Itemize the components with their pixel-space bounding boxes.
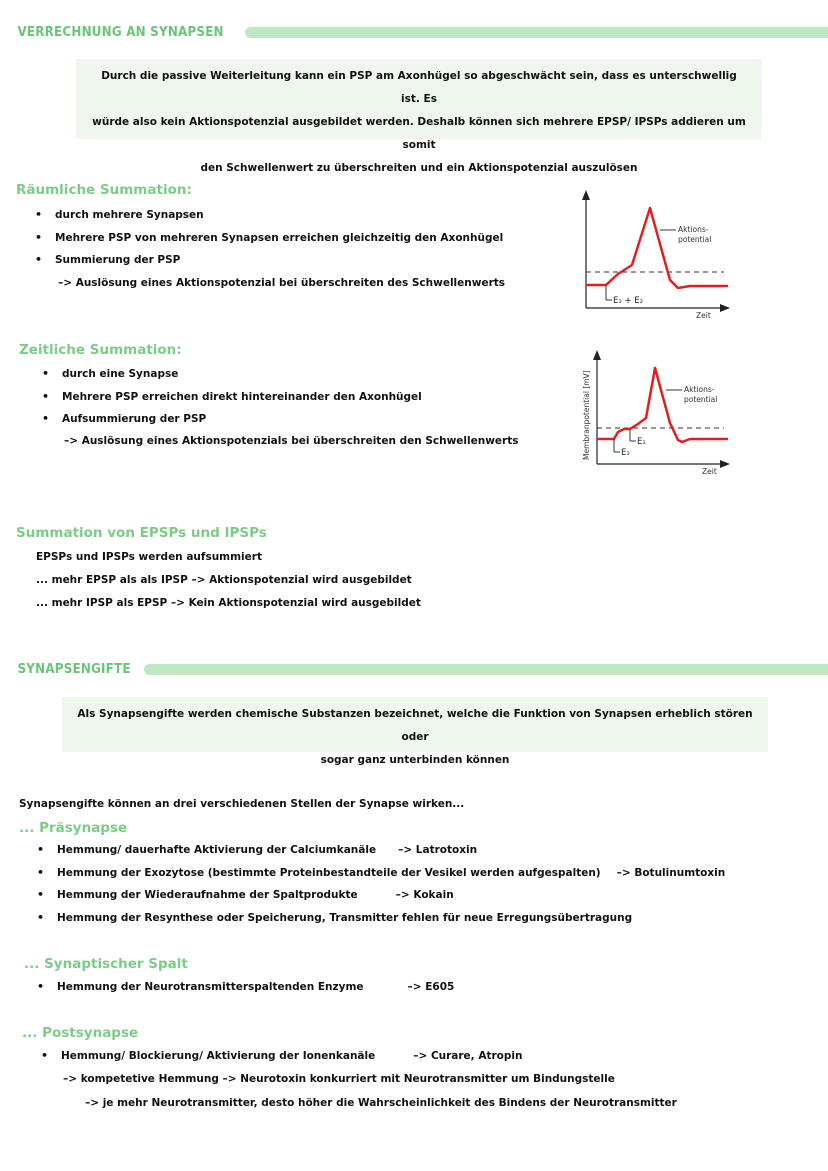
section-title: VERRECHNUNG AN SYNAPSEN xyxy=(17,24,224,40)
list-item: • Mehrere PSP von mehreren Synapsen erreichen gleichzeitig den Axonhügel xyxy=(55,227,503,250)
section-title: SYNAPSENGIFTE xyxy=(17,661,131,677)
text-line: –> kompetetive Hemmung –> Neurotoxin konkurriert mit Neurotransmitter um Bindungstelle xyxy=(63,1073,615,1085)
section-header-synapsengifte xyxy=(0,660,828,678)
svg-text:E₁: E₁ xyxy=(637,437,646,447)
list-zeitliche-summation xyxy=(62,363,422,431)
info-box-verrechnung xyxy=(76,59,762,174)
y-axis-arrow-icon xyxy=(593,350,601,360)
membrane-potential-curve xyxy=(597,368,728,442)
svg-text:Aktions-: Aktions- xyxy=(684,385,715,394)
svg-text:Zeit: Zeit xyxy=(702,467,717,476)
section-divider-bar xyxy=(144,664,828,675)
list-item: • Hemmung der Exozytose (bestimmte Proteinbestandteile der Vesikel werden aufgespalten) –> Botulinumtoxin xyxy=(57,862,725,885)
svg-text:Aktions-: Aktions- xyxy=(678,225,709,234)
info-line: würde also kein Aktionspotenzial ausgebildet werden. Deshalb können sich mehrere EPSP/ IPSPs addieren um somit xyxy=(92,116,746,151)
list-item: • Hemmung der Neurotransmitterspaltenden Enzyme –> E605 xyxy=(57,976,454,999)
heading-zeitliche-summation: Zeitliche Summation: xyxy=(19,342,182,358)
list-item: • Hemmung/ Blockierung/ Aktivierung der Ionenkanäle –> Curare, Atropin xyxy=(61,1045,522,1068)
heading-raeumliche-summation: Räumliche Summation: xyxy=(16,182,192,198)
list-praesynapse xyxy=(57,839,725,929)
list-item: • Summierung der PSP xyxy=(55,249,503,272)
figure-zeitliche-summation xyxy=(578,348,733,476)
list-item: • Aufsummierung der PSP xyxy=(62,408,422,431)
svg-text:Zeit: Zeit xyxy=(696,311,711,318)
list-item: • durch eine Synapse xyxy=(62,363,422,386)
svg-text:Membranpotential [mV]: Membranpotential [mV] xyxy=(582,370,591,460)
info-line: sogar ganz unterbinden können xyxy=(320,754,510,766)
info-line: Als Synapsengifte werden chemische Substanzen bezeichnet, welche die Funktion von Synapsen erheblich stören oder xyxy=(77,708,753,743)
toxin-label: –> Curare, Atropin xyxy=(413,1050,523,1062)
result-line: –> Auslösung eines Aktionspotenzial bei überschreiten des Schwellenwerts xyxy=(58,277,506,289)
text-line: ... mehr EPSP als als IPSP –> Aktionspotenzial wird ausgebildet xyxy=(36,574,412,586)
heading-synaptischer-spalt: ... Synaptischer Spalt xyxy=(24,956,188,972)
figure-raeumliche-summation xyxy=(578,188,733,318)
list-item: • Mehrere PSP erreichen direkt hintereinander den Axonhügel xyxy=(62,386,422,409)
info-line: Durch die passive Weiterleitung kann ein PSP am Axonhügel so abgeschwächt sein, dass es unterschwellig ist. Es xyxy=(101,70,737,105)
heading-summation-epsp-ipsp: Summation von EPSPs und IPSPs xyxy=(16,525,267,541)
section-header-verrechnung xyxy=(0,23,828,41)
svg-text:E₁ + E₂: E₁ + E₂ xyxy=(613,296,644,306)
text-line: ... mehr IPSP als EPSP –> Kein Aktionspotenzial wird ausgebildet xyxy=(36,597,421,609)
y-axis-arrow-icon xyxy=(582,190,590,200)
info-box-synapsengifte xyxy=(62,697,768,766)
result-line: –> Auslösung eines Aktionspotenzials bei überschreiten den Schwellenwerts xyxy=(64,435,519,447)
svg-text:E₁: E₁ xyxy=(621,448,630,458)
x-axis-arrow-icon xyxy=(720,304,730,312)
list-item: • Hemmung/ dauerhafte Aktivierung der Calciumkanäle –> Latrotoxin xyxy=(57,839,725,862)
toxin-label: –> Kokain xyxy=(395,889,454,901)
membrane-potential-curve xyxy=(586,208,728,288)
toxin-label: –> Botulinumtoxin xyxy=(616,866,726,879)
toxin-label: –> E605 xyxy=(407,981,455,993)
heading-postsynapse: ... Postsynapse xyxy=(22,1025,139,1041)
text-line: –> je mehr Neurotransmitter, desto höher die Wahrscheinlichkeit des Bindens der Neurotransmitter xyxy=(85,1097,677,1109)
svg-text:potential: potential xyxy=(678,235,712,244)
x-axis-arrow-icon xyxy=(720,460,730,468)
intro-line: Synapsengifte können an drei verschiedenen Stellen der Synapse wirken... xyxy=(19,798,465,810)
toxin-label: –> Latrotoxin xyxy=(398,844,478,856)
list-item: • durch mehrere Synapsen xyxy=(55,204,503,227)
svg-text:potential: potential xyxy=(684,395,718,404)
info-line: den Schwellenwert zu überschreiten und ein Aktionspotenzial auszulösen xyxy=(200,162,638,174)
list-item: • Hemmung der Resynthese oder Speicherung, Transmitter fehlen für neue Erregungsübertragung xyxy=(57,907,725,930)
list-postsynapse xyxy=(61,1045,522,1068)
section-divider-bar xyxy=(245,27,828,38)
heading-praesynapse: ... Präsynapse xyxy=(19,820,128,836)
list-raeumliche-summation xyxy=(55,204,503,272)
list-item: • Hemmung der Wiederaufnahme der Spaltprodukte –> Kokain xyxy=(57,884,725,907)
list-synaptischer-spalt xyxy=(57,976,454,999)
text-line: EPSPs und IPSPs werden aufsummiert xyxy=(36,551,262,563)
